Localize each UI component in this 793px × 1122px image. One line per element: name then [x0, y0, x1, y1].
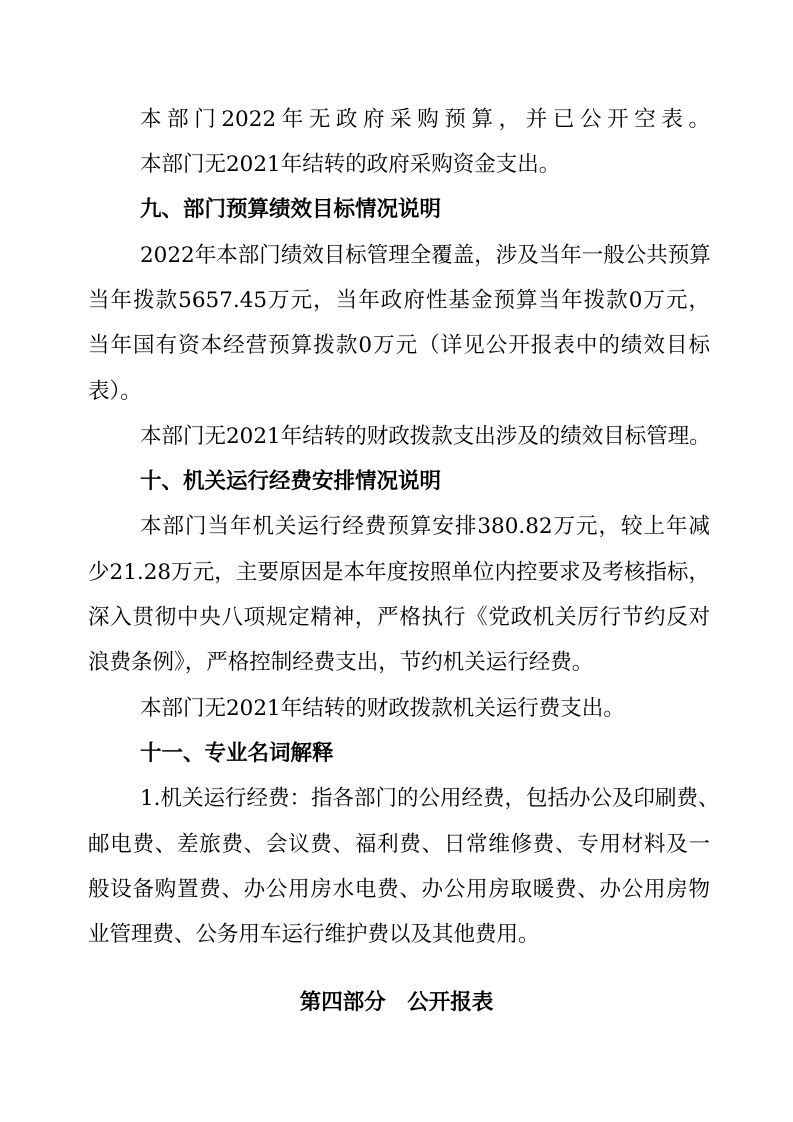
- paragraph-operating-cost-line-4: 浪费条例》，严格控制经费支出，节约机关运行经费。: [88, 650, 594, 675]
- paragraph-performance-line-3: 当年国有资本经营预算拨款0万元（详见公开报表中的绩效目标: [88, 333, 710, 358]
- section-heading-9: 九、部门预算绩效目标情况说明: [140, 197, 442, 222]
- paragraph-operating-cost-carryover: 本部门无2021年结转的财政拨款机关运行费支出。: [140, 696, 625, 721]
- paragraph-glossary-line-4: 业管理费、公务用车运行维护费以及其他费用。: [88, 922, 540, 947]
- paragraph-glossary-line-1: 1.机关运行经费：指各部门的公用经费，包括办公及印刷费、: [140, 786, 720, 811]
- section-heading-11: 十一、专业名词解释: [140, 741, 334, 766]
- paragraph-operating-cost-line-2: 少21.28万元，主要原因是本年度按照单位内控要求及考核指标，: [88, 560, 710, 585]
- paragraph-operating-cost-line-1: 本部门当年机关运行经费预算安排380.82万元，较上年减: [140, 514, 710, 539]
- paragraph-performance-line-4: 表）。: [88, 379, 142, 404]
- part-title: 第四部分 公开报表: [299, 990, 494, 1015]
- section-heading-10: 十、机关运行经费安排情况说明: [140, 469, 442, 494]
- paragraph-performance-carryover: 本部门无2021年结转的财政拨款支出涉及的绩效目标管理。: [140, 424, 711, 449]
- paragraph-operating-cost-line-3: 深入贯彻中央八项规定精神，严格执行《党政机关厉行节约反对: [88, 605, 710, 630]
- paragraph-performance-line-2: 当年拨款5657.45万元，当年政府性基金预算当年拨款0万元，: [88, 288, 710, 313]
- paragraph-procurement-carryover: 本部门无2021年结转的政府采购资金支出。: [140, 152, 561, 177]
- paragraph-glossary-line-3: 般设备购置费、办公用房水电费、办公用房取暖费、办公用房物: [88, 877, 710, 902]
- paragraph-procurement-budget: 本部门2022年无政府采购预算，并已公开空表。: [140, 107, 710, 132]
- paragraph-glossary-line-2: 邮电费、差旅费、会议费、福利费、日常维修费、专用材料及一: [88, 832, 710, 857]
- paragraph-performance-line-1: 2022年本部门绩效目标管理全覆盖，涉及当年一般公共预算: [140, 243, 711, 268]
